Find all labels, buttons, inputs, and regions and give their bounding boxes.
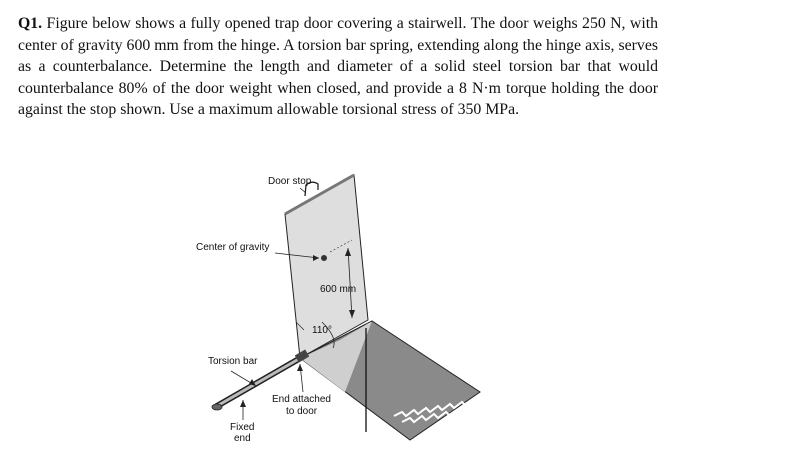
question-number: Q1. <box>18 15 43 32</box>
center-of-gravity-dot <box>321 255 327 261</box>
fixed-end-label-line2: end <box>234 433 251 444</box>
fixed-end-cap <box>212 404 222 410</box>
angle-label: 110° <box>312 325 332 336</box>
end-attached-label-line1: End attached <box>272 394 331 405</box>
center-of-gravity-label: Center of gravity <box>196 242 270 253</box>
distance-label: 600 mm <box>320 284 357 295</box>
fixed-end-label-line1: Fixed <box>230 422 255 433</box>
torsion-bar-label: Torsion bar <box>208 356 258 367</box>
question-body: Figure below shows a fully opened trap door covering a stairwell. The door weighs 250 N, with center of gravity 600 mm from the hinge. A torsion bar spring, extending along the hinge axis, serves as a counterbalance. Determine the length and diameter of a solid steel torsion bar that would counterbalance 80% of the door weight when closed, and provide a 8 N·m torque holding the door against the stop shown. Use a maximum allowable torsional stress of 350 MPa. <box>18 15 658 119</box>
door-stop-label: Door stop <box>268 176 312 187</box>
end-attached-label-line2: to door <box>286 406 318 417</box>
